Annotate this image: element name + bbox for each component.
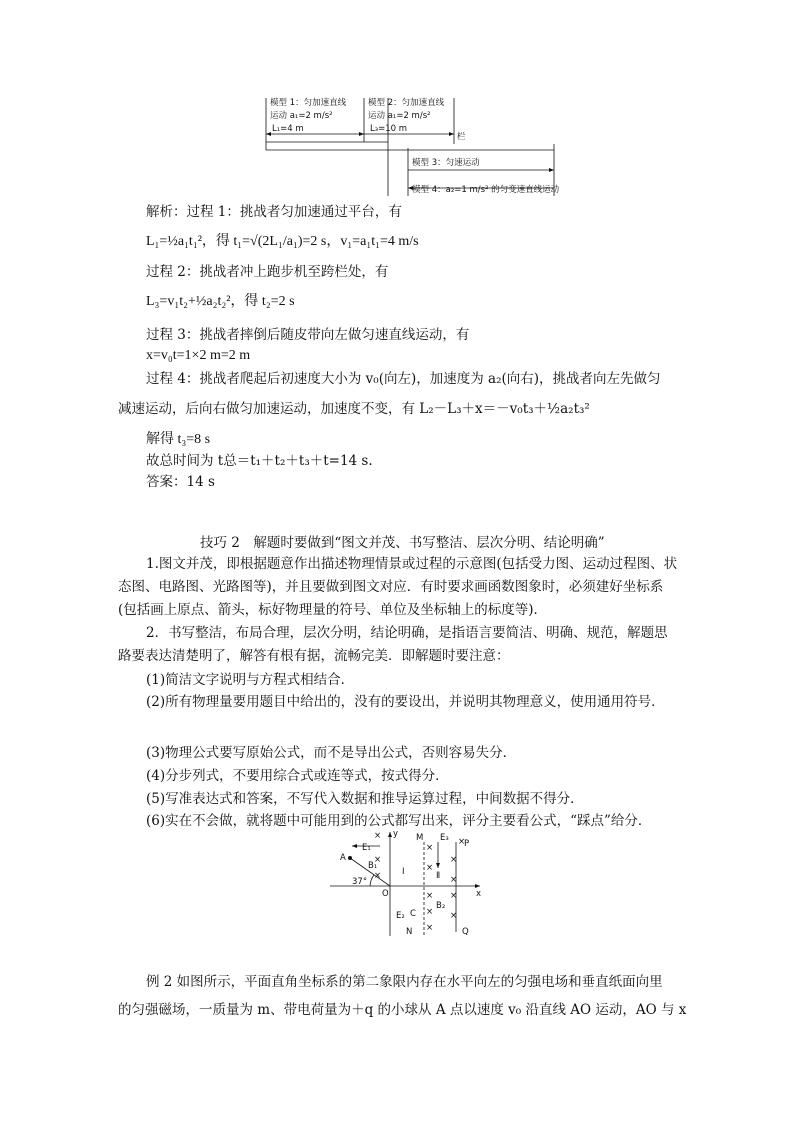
tip-item-1: (1)简洁文字说明与方程式相结合． (146, 672, 355, 688)
origin-label: O (382, 889, 389, 899)
model3-label: 模型 3：匀速运动 (412, 158, 480, 168)
tip-item-4: (4)分步列式，不要用综合式或连等式，按式得分． (146, 768, 449, 784)
process-4-line1: 过程 4：挑战者爬起后初速度大小为 v₀(向左)，加速度为 a₂(向右)，挑战者向左先做匀 (146, 371, 661, 387)
svg-text:×: × (426, 843, 434, 853)
e1-label: E₁ (362, 843, 371, 853)
model2-accel: 运动 a₁=2 m/s² (368, 111, 431, 121)
n-label: N (406, 927, 413, 937)
process-4-line2: 减速运动，后向右做匀加速运动，加速度不变，有 L₂－L₃＋x＝－v₀t₃＋½a₂t₃² (118, 401, 590, 417)
equation-2: L₃=v₁t₂+½a₂t₂²，得 t₂=2 s (146, 294, 295, 309)
svg-text:×: × (426, 907, 434, 917)
q-label: Q (462, 927, 469, 937)
region-2-label: Ⅱ (436, 871, 441, 881)
y-axis-label: y (393, 829, 399, 839)
x-axis-label: x (476, 889, 482, 899)
process-3: 过程 3：挑战者摔倒后随皮带向左做匀速直线运动，有 (146, 327, 470, 343)
model4-label: 模型 4：a₂=1 m/s² 的匀变速直线运动 (412, 185, 560, 195)
tip-paragraph-2: 2．书写整洁，布局合理，层次分明，结论明确，是指语言要简洁、明确、规范，解题思路要表达清楚明了，解答有根有据，流畅完美．即解题时要注意： (118, 625, 668, 664)
model2-length: L₃=10 m (370, 124, 408, 134)
svg-text:×: × (450, 911, 458, 921)
tip-heading: 技巧 2 解题时要做到“图文并茂、书写整洁、层次分明、结论明确” (200, 535, 605, 551)
m-label: M (416, 833, 424, 843)
motion-model-diagram (258, 92, 568, 200)
e2-label: E₂ (396, 911, 405, 921)
answer: 答案：14 s (146, 474, 215, 490)
svg-text:×: × (374, 855, 382, 865)
equation-3: x=v₀t=1×2 m=2 m (146, 348, 251, 363)
example-line-1: 例 2 如图所示，平面直角坐标系的第二象限内存在水平向左的匀强电场和垂直纸面向里 (146, 974, 663, 990)
process-2: 过程 2：挑战者冲上跑步机至跨栏处，有 (146, 264, 389, 280)
svg-text:×: × (426, 863, 434, 873)
p-label: P (464, 839, 470, 849)
svg-text:×: × (374, 871, 382, 881)
angle-label: 37° (352, 877, 368, 887)
tip-item-6: (6)实在不会做，就将题中可能用到的公式都写出来，评分主要看公式，“踩点”给分． (146, 813, 652, 829)
solve-t3: 解得 t₃=8 s (146, 432, 211, 447)
total-time: 故总时间为 t总＝t₁＋t₂＋t₃＋t=14 s. (146, 453, 373, 469)
fence-label: 栏 (457, 132, 466, 142)
equation-1: L₁=½a₁t₁²，得 t₁=√(2L₁/a₁)=2 s，v₁=a₁t₁=4 m/s (146, 234, 419, 249)
b1-label: B₁ (368, 861, 378, 871)
model1-title: 模型 1：匀加速直线 (270, 98, 347, 108)
e3-label: E₃ (440, 833, 449, 843)
solution-intro: 解析：过程 1：挑战者匀加速通过平台，有 (146, 204, 402, 220)
model1-accel: 运动 a₁=2 m/s² (270, 111, 333, 121)
svg-text:×: × (450, 891, 458, 901)
point-a-label: A (340, 853, 346, 863)
svg-text:×: × (426, 891, 434, 901)
tip-item-2: (2)所有物理量要用题目中给出的，没有的要设出，并说明其物理意义，使用通用符号． (146, 694, 665, 710)
model1-length: L₁=4 m (272, 124, 304, 134)
svg-text:×: × (458, 837, 466, 847)
b2-label: B₂ (436, 901, 446, 911)
tip-paragraph-1: 1.图文并茂，即根据题意作出描述物理情景或过程的示意图(包括受力图、运动过程图、状态图、电路图、光路图等)，并且要做到图文对应．有时要求画函数图象时，必须建好坐标系(包括画上原点、箭头，标好物理量的符号、单位及坐标轴上的标度等)． (118, 556, 678, 618)
tip-item-3: (3)物理公式要写原始公式，而不是导出公式，否则容易失分． (146, 745, 517, 761)
svg-text:×: × (450, 855, 458, 865)
example-line-2: 的匀强磁场，一质量为 m、带电荷量为＋q 的小球从 A 点以速度 v₀ 沿直线 AO 运动，AO 与 x (118, 1002, 687, 1018)
svg-text:×: × (426, 923, 434, 933)
svg-text:×: × (450, 875, 458, 885)
point-c-label: C (410, 909, 416, 919)
field-coordinate-diagram (330, 828, 490, 940)
svg-text:×: × (374, 831, 382, 841)
model2-title: 模型 2：匀加速直线 (368, 98, 445, 108)
region-1-label: Ⅰ (402, 867, 405, 877)
tip-item-5: (5)写准表达式和答案，不写代入数据和推导运算过程，中间数据不得分． (146, 791, 584, 807)
